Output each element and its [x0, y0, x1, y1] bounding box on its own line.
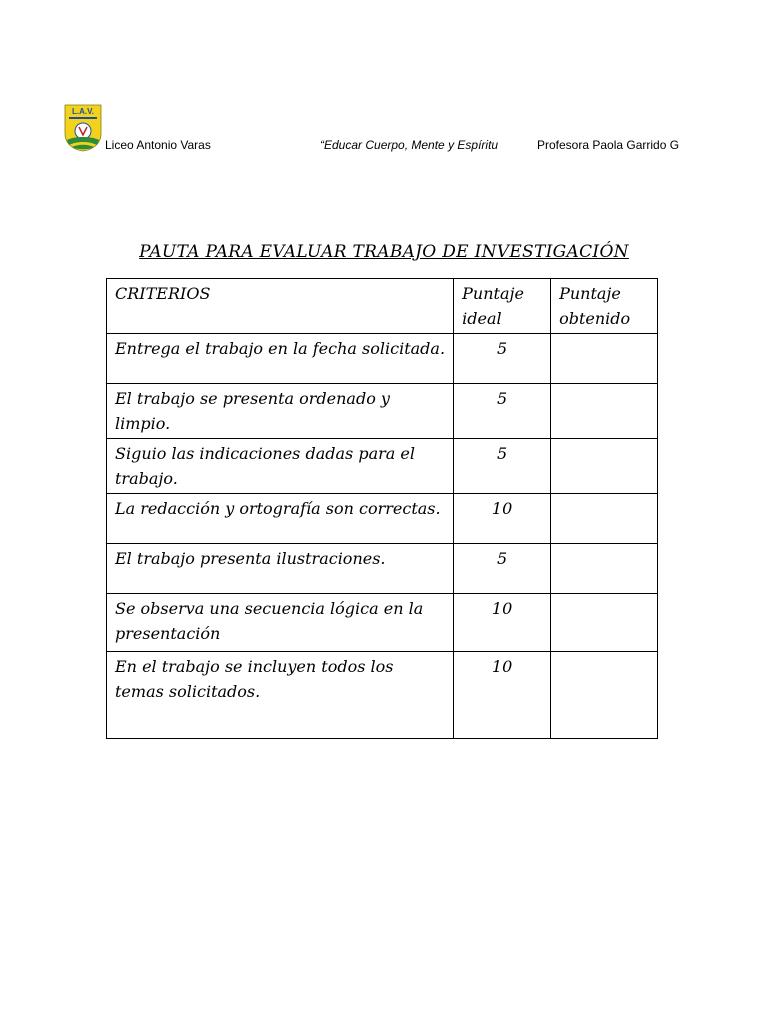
puntaje-obtenido-cell [551, 652, 658, 739]
criterio-cell: Se observa una secuencia lógica en la presentación [107, 594, 454, 652]
puntaje-ideal-cell: 10 [454, 652, 551, 739]
school-motto: “Educar Cuerpo, Mente y Espíritu [320, 138, 499, 152]
rubric-table [106, 278, 658, 739]
table-row [107, 439, 658, 494]
puntaje-ideal-cell: 5 [454, 544, 551, 594]
puntaje-ideal-cell: 5 [454, 439, 551, 494]
document-title: PAUTA PARA EVALUAR TRABAJO DE INVESTIGACIÓN [139, 242, 629, 262]
logo-text: L.A.V. [72, 107, 94, 116]
criterio-cell: La redacción y ortografía son correctas. [107, 494, 454, 544]
school-logo [64, 104, 102, 152]
puntaje-ideal-cell: 10 [454, 494, 551, 544]
school-name: Liceo Antonio Varas [105, 138, 211, 152]
puntaje-obtenido-cell [551, 594, 658, 652]
criterio-cell: En el trabajo se incluyen todos los temas solicitados. [107, 652, 454, 739]
puntaje-ideal-cell: 5 [454, 384, 551, 439]
puntaje-obtenido-cell [551, 544, 658, 594]
criterio-cell: El trabajo se presenta ordenado y limpio. [107, 384, 454, 439]
header-puntaje-obtenido: Puntaje obtenido [551, 279, 658, 334]
puntaje-obtenido-cell [551, 384, 658, 439]
table-row [107, 384, 658, 439]
criterio-cell: Entrega el trabajo en la fecha solicitada. [107, 334, 454, 384]
puntaje-obtenido-cell [551, 494, 658, 544]
puntaje-obtenido-cell [551, 334, 658, 384]
table-row [107, 494, 658, 544]
header-criterios: CRITERIOS [107, 279, 454, 334]
puntaje-ideal-cell: 5 [454, 334, 551, 384]
table-row [107, 544, 658, 594]
table-header-row [107, 279, 658, 334]
puntaje-ideal-cell: 10 [454, 594, 551, 652]
criterio-cell: Siguio las indicaciones dadas para el trabajo. [107, 439, 454, 494]
criterio-cell: El trabajo presenta ilustraciones. [107, 544, 454, 594]
teacher-name: Profesora Paola Garrido G [537, 138, 680, 152]
header-puntaje-ideal: Puntaje ideal [454, 279, 551, 334]
table-row [107, 594, 658, 652]
puntaje-obtenido-cell [551, 439, 658, 494]
table-row [107, 334, 658, 384]
table-row [107, 652, 658, 739]
